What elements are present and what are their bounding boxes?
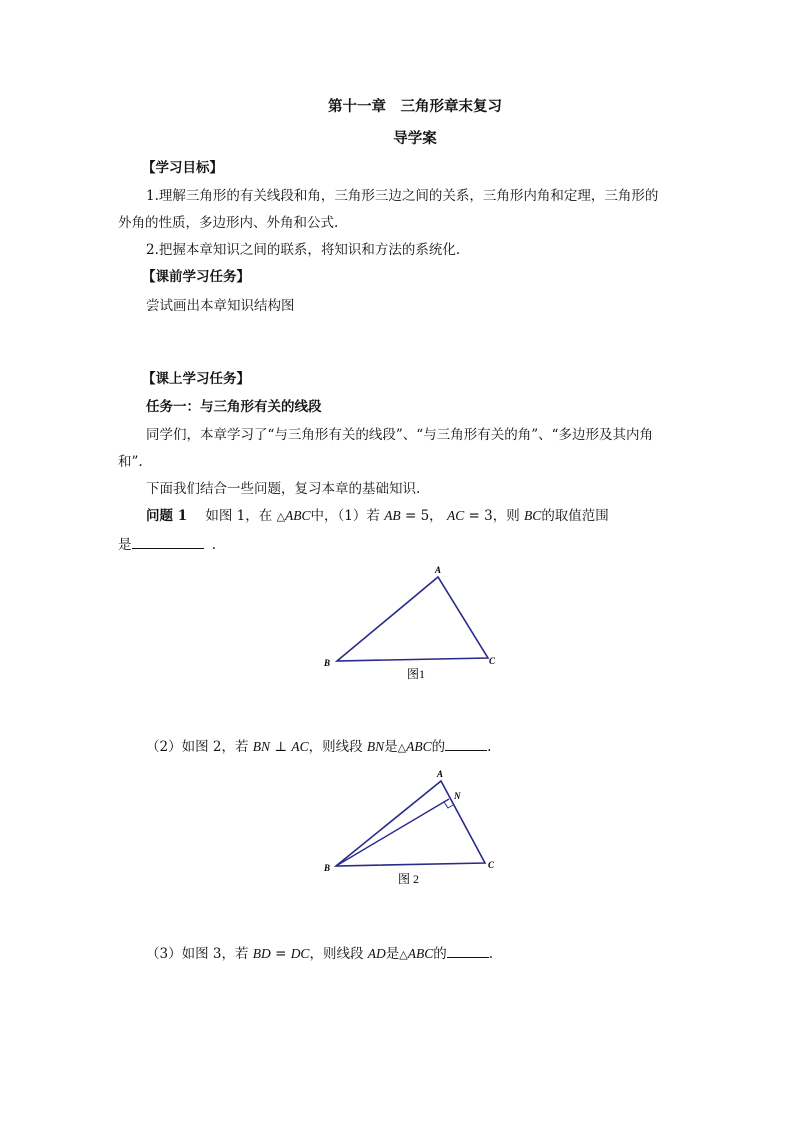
- goal-1-line-1: 1.理解三角形的有关线段和角，三角形三边之间的关系，三角形内角和定理，三角形的: [146, 188, 659, 204]
- section-goals-heading: 【学习目标】: [142, 160, 223, 176]
- question-1-line-2: 是 .: [118, 534, 216, 555]
- figure-2-right-angle-mark: [444, 802, 453, 808]
- question-1-part-3: （3）如图 3，若 BD = DC，则线段 AD是△ABC的 .: [146, 943, 493, 965]
- figure-2-caption: 图 2: [398, 872, 420, 886]
- figure-2-vertex-c: C: [488, 860, 495, 870]
- figure-1-triangle: [320, 562, 520, 682]
- page-title: 第十一章 三角形章末复习: [328, 98, 502, 115]
- question-1-line-1: 问题 1 如图 1，在 △ABC中，（1）若 AB = 5， AC = 3，则 BC的取值范围: [146, 508, 609, 524]
- intro-2: 下面我们结合一些问题，复习本章的基础知识.: [146, 481, 421, 497]
- pre-class-text: 尝试画出本章知识结构图: [146, 298, 295, 314]
- question-1-label: 问题 1: [146, 508, 188, 524]
- question-1-part-2: （2）如图 2，若 BN ⊥ AC，则线段 BN是△ABC的 .: [146, 736, 491, 758]
- intro-line-2: 和”.: [118, 454, 143, 470]
- figure-1-triangle-shape: [337, 577, 488, 661]
- goal-2: 2.把握本章知识之间的联系，将知识和方法的系统化.: [146, 242, 461, 258]
- figure-2-altitude-bn: [336, 799, 449, 866]
- answer-blank-1[interactable]: [132, 534, 204, 549]
- figure-1-vertex-c: C: [489, 656, 496, 666]
- figure-1-caption: 图1: [407, 667, 426, 681]
- figure-2-vertex-b: B: [324, 863, 331, 873]
- goal-1-line-2: 外角的性质，多边形内、外角和公式.: [118, 215, 339, 231]
- figure-2-vertex-a: A: [437, 769, 444, 779]
- task-1-heading: 任务一：与三角形有关的线段: [146, 399, 322, 415]
- intro-line-1: 同学们，本章学习了“与三角形有关的线段”、“与三角形有关的角”、“多边形及其内角: [146, 427, 654, 443]
- figure-2-triangle: [318, 766, 518, 891]
- figure-2-vertex-n: N: [454, 791, 461, 801]
- answer-blank-2[interactable]: [445, 736, 487, 751]
- section-pre-class-heading: 【课前学习任务】: [142, 269, 250, 285]
- page-subtitle: 导学案: [393, 130, 437, 147]
- section-in-class-heading: 【课上学习任务】: [142, 371, 250, 387]
- figure-1-vertex-a: A: [435, 565, 442, 575]
- answer-blank-3[interactable]: [447, 943, 489, 958]
- triangle-symbol: △: [276, 510, 286, 523]
- figure-1-vertex-b: B: [324, 658, 331, 668]
